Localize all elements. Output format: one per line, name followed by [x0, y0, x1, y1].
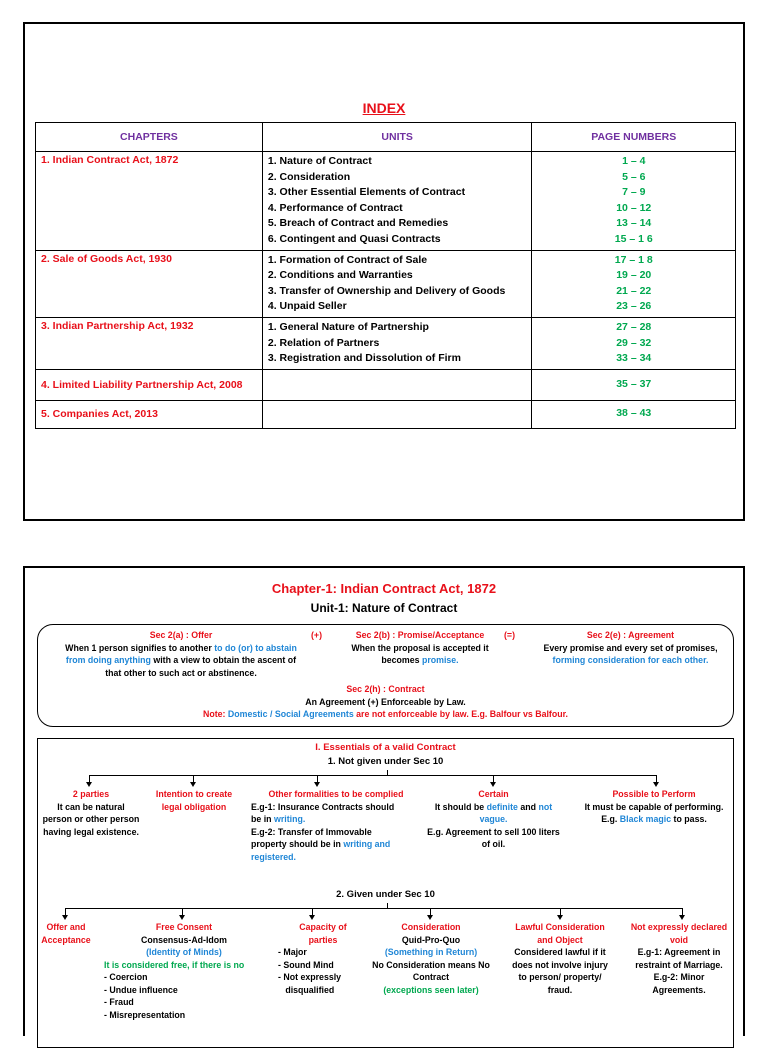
- page-range: 21 – 22: [616, 284, 652, 297]
- unit-item: 2. Relation of Partners: [267, 336, 380, 349]
- promise-definition: [336, 629, 504, 667]
- node-heading: Offer and: [46, 922, 86, 932]
- node-text-highlight: (Identity of Minds): [146, 947, 222, 957]
- offer-heading: Sec 2(a) : Offer: [149, 630, 213, 640]
- node-text: E.g-2: Minor: [653, 972, 705, 982]
- chapter-title: Chapter-1: Indian Contract Act, 1872: [271, 581, 497, 596]
- offer-text-highlight: from doing anything: [65, 655, 151, 665]
- list-item: - Sound Mind: [278, 959, 334, 970]
- header-chapters: CHAPTERS: [36, 123, 263, 152]
- index-table: [35, 122, 736, 429]
- node-offer-acceptance: [38, 921, 94, 946]
- node-heading: Free Consent: [155, 922, 213, 932]
- node-text: E.g-2: Transfer of Immovable: [251, 826, 372, 837]
- chapter-cell: 1. Indian Contract Act, 1872: [36, 152, 263, 251]
- agreement-definition: [528, 629, 733, 667]
- pages-cell: [532, 369, 736, 400]
- node-text: property should be in: [251, 839, 344, 849]
- pages-cell: [532, 152, 736, 251]
- index-page: [23, 22, 745, 521]
- arrow-down-icon: [653, 782, 659, 787]
- page-range: 10 – 12: [616, 201, 652, 214]
- arrow-down-icon: [86, 782, 92, 787]
- node-text: E.g.: [601, 814, 620, 824]
- unit-item: 3. Other Essential Elements of Contract: [267, 186, 466, 199]
- list-item: - Not expressly: [278, 972, 342, 982]
- node-text: restraint of Marriage.: [635, 959, 723, 970]
- node-text-highlight: not: [538, 801, 553, 812]
- list-item: - Misrepresentation: [104, 1009, 186, 1020]
- equals-symbol: (=): [504, 630, 515, 640]
- node-text: of oil.: [481, 839, 506, 849]
- node-heading: and Object: [537, 934, 583, 945]
- essentials-box: [37, 738, 734, 1048]
- node-text: It should be: [434, 801, 487, 812]
- arrow-down-icon: [557, 915, 563, 920]
- unit-item: 5. Breach of Contract and Remedies: [267, 217, 449, 230]
- unit-title: Unit-1: Nature of Contract: [310, 601, 458, 615]
- connector-line: [65, 908, 682, 909]
- units-cell: [262, 152, 532, 251]
- promise-text-highlight: promise.: [421, 655, 459, 665]
- node-text: No Consideration means No: [372, 959, 490, 970]
- node-heading: void: [669, 934, 689, 945]
- node-heading: 2 parties: [72, 789, 110, 799]
- list-item: - Undue influence: [104, 984, 178, 995]
- node-text-highlight: Black magic: [619, 814, 672, 824]
- node-text: does not involve injury: [512, 959, 608, 970]
- node-text: E.g-1: Agreement in: [637, 947, 721, 957]
- node-text-highlight: definite: [486, 801, 518, 812]
- index-header-row: [36, 123, 736, 152]
- node-text-highlight: vague.: [479, 814, 508, 824]
- note-text: are not enforceable by law.: [353, 709, 469, 719]
- unit-item: 1. Formation of Contract of Sale: [267, 253, 428, 266]
- node-text: Consensus-Ad-Idom: [140, 934, 227, 945]
- node-heading: Lawful Consideration: [515, 922, 605, 932]
- unit-item: 2. Consideration: [267, 170, 351, 183]
- contract-definition: [38, 683, 733, 721]
- node-text-highlight: writing.: [273, 814, 306, 824]
- node-text-highlight: (Something in Return): [384, 947, 478, 957]
- page-range: 23 – 26: [616, 300, 652, 313]
- list-item: - Coercion: [104, 972, 148, 982]
- connector-line: [89, 775, 656, 776]
- node-text: to person/ property/: [518, 972, 602, 982]
- node-possible: [575, 788, 733, 826]
- pages-cell: [532, 250, 736, 317]
- node-heading: Other formalities to be complied: [268, 789, 404, 799]
- unit-item: 3. Registration and Dissolution of Firm: [267, 352, 461, 365]
- page-range: 38 – 43: [616, 407, 652, 420]
- not-given-heading: 1. Not given under Sec 10: [327, 756, 444, 767]
- promise-heading: Sec 2(b) : Promise/Acceptance: [355, 630, 485, 640]
- node-text: be in: [251, 814, 274, 824]
- node-free-consent: [104, 921, 264, 1021]
- offer-text: with a view to obtain the ascent of: [150, 655, 297, 665]
- node-text: fraud.: [547, 984, 573, 995]
- node-intention: [146, 788, 242, 813]
- pages-cell: [532, 317, 736, 369]
- offer-text-highlight: to do (or) to abstain: [214, 642, 297, 653]
- node-heading: Capacity of: [299, 922, 347, 932]
- agreement-text: Every promise and every set of promises,: [543, 642, 718, 653]
- table-row: [36, 317, 736, 369]
- node-text: E.g-1: Insurance Contracts should: [251, 801, 395, 812]
- definitions-box: [37, 624, 734, 727]
- list-item: - Fraud: [104, 997, 134, 1007]
- node-heading: Acceptance: [41, 934, 91, 945]
- list-item: disqualified: [278, 984, 335, 995]
- offer-text: When 1 person signifies to another: [65, 642, 215, 653]
- unit-item: 2. Conditions and Warranties: [267, 269, 413, 282]
- unit-item: 1. Nature of Contract: [267, 155, 372, 167]
- arrow-down-icon: [309, 915, 315, 920]
- node-not-void: [623, 921, 735, 996]
- note-label: Note:: [202, 709, 228, 719]
- node-text: to pass.: [671, 814, 707, 824]
- node-heading: Consideration: [401, 922, 461, 932]
- page-range: 13 – 14: [616, 217, 652, 230]
- node-text-highlight: writing and: [343, 839, 391, 849]
- plus-symbol: (+): [311, 630, 322, 640]
- node-capacity: [278, 921, 368, 996]
- given-heading: 2. Given under Sec 10: [336, 889, 435, 900]
- node-heading: Not expressly declared: [630, 922, 728, 932]
- page-range: 15 – 1 6: [614, 232, 653, 245]
- header-page-numbers: PAGE NUMBERS: [532, 123, 736, 152]
- unit-item: 4. Performance of Contract: [267, 201, 403, 214]
- page-range: 19 – 20: [616, 269, 652, 282]
- arrow-down-icon: [490, 782, 496, 787]
- page-range: 5 – 6: [622, 170, 646, 183]
- header-units: UNITS: [262, 123, 532, 152]
- node-formalities: [251, 788, 421, 863]
- chapter-cell: 3. Indian Partnership Act, 1932: [36, 317, 263, 369]
- arrow-down-icon: [427, 915, 433, 920]
- node-2-parties: [38, 788, 144, 838]
- list-item: - Major: [278, 947, 307, 957]
- chapter-cell: 5. Companies Act, 2013: [36, 400, 263, 428]
- node-text: It can be natural: [57, 801, 125, 812]
- node-certain: [421, 788, 566, 851]
- node-text: person or other person: [42, 814, 140, 824]
- node-heading: legal obligation: [161, 801, 227, 812]
- node-text: Agreements.: [652, 984, 706, 995]
- page-range: 35 – 37: [616, 377, 652, 390]
- page-range: 17 – 1 8: [614, 253, 653, 266]
- unit-item: 4. Unpaid Seller: [267, 300, 347, 313]
- node-text-highlight: (exceptions seen later): [383, 984, 479, 995]
- arrow-down-icon: [314, 782, 320, 787]
- essentials-heading: I. Essentials of a valid Contract: [315, 742, 456, 753]
- table-row: [36, 400, 736, 428]
- chapter-cell: 2. Sale of Goods Act, 1930: [36, 250, 263, 317]
- table-row: [36, 369, 736, 400]
- node-text: Quid-Pro-Quo: [401, 934, 461, 945]
- page-range: 29 – 32: [616, 336, 652, 349]
- node-heading: Possible to Perform: [612, 789, 696, 799]
- units-cell: [262, 250, 532, 317]
- node-text: having legal existence.: [43, 826, 139, 837]
- units-cell: [262, 317, 532, 369]
- promise-text: When the proposal is accepted it: [351, 642, 489, 653]
- node-text: and: [517, 801, 539, 812]
- note-example: E.g. Balfour vs Balfour.: [468, 709, 568, 719]
- chapter-page: [23, 566, 745, 1036]
- arrow-down-icon: [190, 782, 196, 787]
- unit-item: 6. Contingent and Quasi Contracts: [267, 232, 441, 245]
- index-title: INDEX: [362, 100, 406, 116]
- page-range: 7 – 9: [622, 186, 646, 199]
- node-text: It must be capable of performing.: [584, 801, 724, 812]
- offer-definition: [42, 629, 320, 679]
- offer-text: that other to such act or abstinence.: [105, 667, 257, 678]
- note-highlight: Domestic / Social Agreements: [227, 709, 354, 719]
- node-text: Considered lawful if it: [514, 947, 606, 957]
- agreement-heading: Sec 2(e) : Agreement: [586, 630, 675, 640]
- units-cell: [262, 400, 532, 428]
- arrow-down-icon: [179, 915, 185, 920]
- node-heading: parties: [308, 934, 338, 945]
- contract-heading: Sec 2(h) : Contract: [346, 684, 425, 694]
- contract-text: An Agreement (+) Enforceable by Law.: [305, 696, 466, 707]
- chapter-cell: 4. Limited Liability Partnership Act, 2008: [36, 369, 263, 400]
- node-text-highlight: It is considered free, if there is no: [104, 959, 245, 970]
- arrow-down-icon: [62, 915, 68, 920]
- page-range: 1 – 4: [622, 155, 646, 167]
- node-heading: Intention to create: [155, 789, 233, 799]
- page-range: 33 – 34: [616, 352, 652, 365]
- arrow-down-icon: [679, 915, 685, 920]
- node-heading: Certain: [478, 789, 509, 799]
- unit-item: 3. Transfer of Ownership and Delivery of Goods: [267, 284, 506, 297]
- node-text-highlight: registered.: [251, 851, 296, 862]
- node-text: E.g. Agreement to sell 100 liters: [427, 826, 560, 837]
- node-text: Contract: [412, 972, 450, 982]
- unit-item: 1. General Nature of Partnership: [267, 320, 429, 333]
- node-consideration: [366, 921, 496, 996]
- agreement-text-highlight: forming consideration for each other.: [552, 655, 709, 665]
- node-lawful: [502, 921, 618, 996]
- promise-text: becomes: [381, 655, 422, 665]
- table-row: [36, 250, 736, 317]
- page-range: 27 – 28: [616, 320, 652, 333]
- units-cell: [262, 369, 532, 400]
- pages-cell: [532, 400, 736, 428]
- table-row: [36, 152, 736, 251]
